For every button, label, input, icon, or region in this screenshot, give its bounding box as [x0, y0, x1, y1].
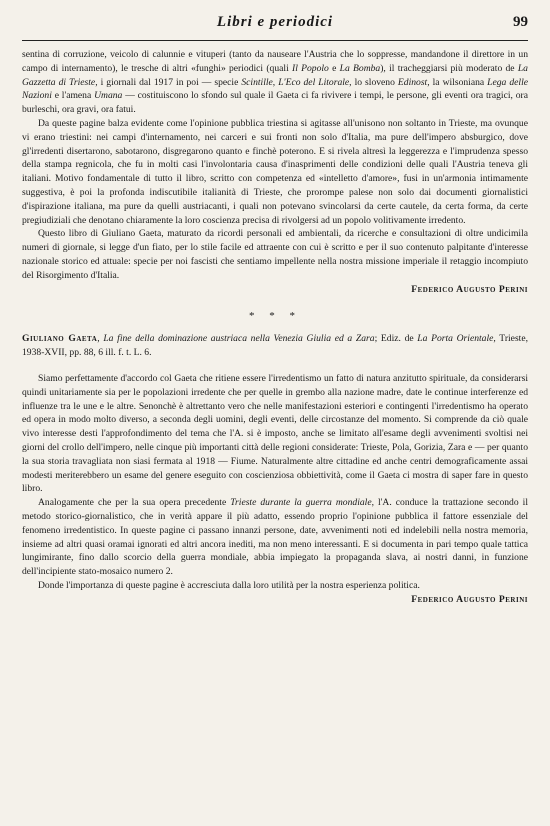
italic-title: Trieste durante la guerra mondiale [230, 497, 372, 509]
italic-title: Il Popolo [292, 62, 329, 74]
italic-title: Lega delle Nazioni [22, 76, 528, 102]
italic-title: La Gazzetta di Trieste [22, 62, 528, 88]
review1-signature: Federico Augusto Perini [411, 283, 528, 295]
review2-paragraph-3: Donde l'importanza di queste pagine è accresciuta dalla loro utilità per la nostra esperienza politica. [38, 579, 420, 591]
italic-title: La Porta Orientale [417, 333, 494, 345]
italic-title: Scintille [241, 76, 273, 88]
page-header [22, 10, 528, 41]
author-name: Giuliano Gaeta [22, 333, 98, 345]
italic-title: Edinost [397, 76, 428, 88]
review2-paragraph-2: Analogamente che per la sua opera precedente Trieste durante la guerra mondiale, l'A. conduce la trattazione secondo il metodo storico-giornalistico, che in verità appare il più adatto, essendo proprio l'opinione pubblica il fattore essenziale del fenomeno irredentistico. In queste pagine ci passano innanzi persone, date, avvenimenti noti ed indelebili nella nostra memoria, insieme ad altri quasi oramai ignorati ed altri ancora inediti, ma non meno interessanti. E si documenta in pari tempo quale tattica lungimirante, fino dallo scorcio della guerra mondiale, abbia impiegato la propaganda slava, ai nostri danni, in funzione dell'incipiente stato-mosaico numero 2. [22, 497, 528, 578]
italic-title: L'Eco del Litorale [278, 76, 350, 88]
section-separator: * * * [249, 310, 301, 323]
review1-paragraph-3: Questo libro di Giuliano Gaeta, maturato da ricordi personali ed ambientali, da ricerche e consultazioni di oltre undicimila numeri di giornale, si legge d'un fiato, per lo stile facile ed attraente con cui è scritto e per il suo contenuto palpitante d'interesse nazionale storico ed attuale: specie per noi fascisti che sentiamo impellente nella nostra missione imperiale il retaggio incompiuto del Risorgimento d'Italia. [22, 228, 528, 281]
italic-title: La fine della dominazione austriaca nella Venezia Giulia ed a Zara [103, 333, 375, 345]
italic-title: Umana [94, 90, 123, 102]
page-number: 99 [513, 14, 528, 30]
italic-title: La Bomba [339, 62, 381, 74]
review2-paragraph-1: Siamo perfettamente d'accordo col Gaeta che ritiene essere l'irredentismo un fatto di natura anzitutto spirituale, da considerarsi quindi unitariamente sia per le popolazioni irredente che per quelle in grembo alla nazione madre, date le continue interferenze ed influenze tra le une e le altre. Senonchè è altrettanto vero che nelle manifestazioni esteriori e contingenti l'irredentismo ha operato ed opera in modo molto diverso, a seconda degli uomini, degli eventi, delle circostanze del momento. Si comprende da ciò quale vivo interesse desti l'approfondimento del tema che l'A. si è imposto, anche se limitato all'esame degli avvenimenti svoltisi nei giorni del crollo dell'impero, nelle cinque più importanti città delle regioni considerate: Trieste, Pola, Gorizia, Zara e — per quanto la sua storia travagliata non siasi fermata al 1918 — Fiume. Naturalmente altre cittadine ed anche centri demograficamente assai modesti meriterebbero un esame del genere eseguito con coscienziosa obbiettività, come il Gaeta ci mostra di saper fare in questo libro. [22, 372, 528, 495]
review1-paragraph-1: sentina di corruzione, veicolo di calunnie e vituperi (tanto da nauseare l'Austria che lo soppresse, mandandone il direttore in un campo di internamento), le tresche di altri «funghi» periodici (quali Il Popolo e La Bomba), il tracheggiarsi più moderato de La Gazzetta di Trieste, i giornali dal 1917 in poi — specie Scintille, L'Eco del Litorale, lo sloveno Edinost, la wilsoniana Lega delle Nazioni e l'amena Umana — costituiscono lo sfondo sul quale il Gaeta ci fa rivivere i tempi, le persone, gli eventi ora tragici, ora burleschi, ora gravi, ora fatui. [22, 49, 528, 116]
review1-paragraph-2: Da queste pagine balza evidente come l'opinione pubblica triestina si agitasse all'unisono non soltanto in Trieste, ma ovunque vi erano triestini: nei campi d'internamento, nei carceri e sui fronti non solo d'Italia, ma pure dell'impero absburgico, dove gl'irredenti disertarono, sabotarono, disgregarono quanto e finchè poterono. E si rivela altresì la leggerezza e l'imprudenza spesso della stampa regnicola, che fu in molti casi l'involontaria causa d'inasprimenti delle condizioni delle quali l'Austria teneva gli italiani. Motivo fondamentale di tutto il libro, scritto con competenza ed «intelletto d'amore», fusi in un'armonia intimamente suggestiva, è poi la profonda indiscutibile italianità di Trieste, che prorompe palese non solo dai documenti giornalistici d'ispirazione italiana, ma pure da quelli austriacanti, i quali non potevano svincolarsi da certe cautele, da certa forma, da certe pregiudiziali che denotano chiaramente la loro coscienza precisa di rivolgersi ad un popolo volitivamente irredento. [22, 117, 528, 226]
page-body [22, 48, 528, 606]
review2-signature: Federico Augusto Perini [411, 593, 528, 605]
running-title: Libri e periodici [216, 14, 334, 30]
review2-citation: Giuliano Gaeta, La fine della dominazione austriaca nella Venezia Giulia ed a Zara; Ediz. de La Porta Orientale, Trieste, 1938-XVII, pp. 88, 6 ill. f. t. L. 6. [22, 333, 529, 359]
